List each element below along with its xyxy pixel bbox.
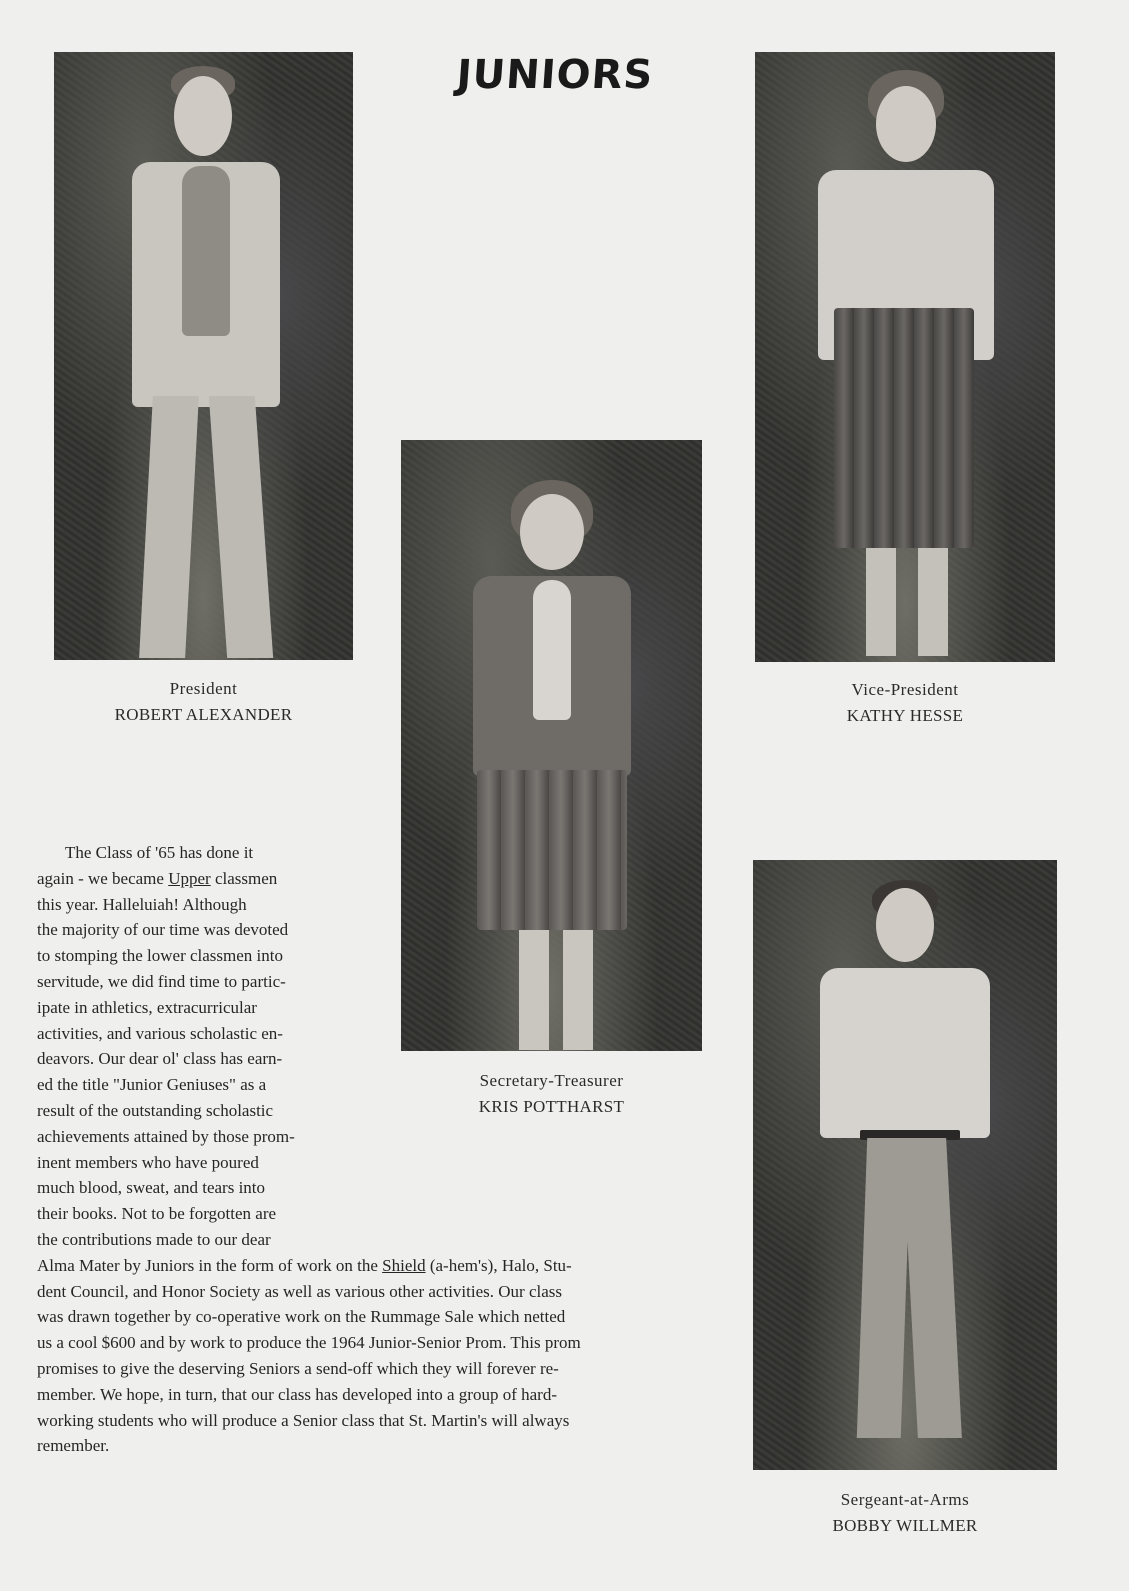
story-line: achievements attained by those prom- xyxy=(37,1126,295,1146)
story-line: the contributions made to our dear xyxy=(37,1229,271,1249)
officer-name: BOBBY WILLMER xyxy=(832,1516,978,1535)
officer-role: Secretary-Treasurer xyxy=(479,1071,624,1090)
story-line: again - we became Upper classmen xyxy=(37,868,278,888)
officer-name: ROBERT ALEXANDER xyxy=(114,705,293,724)
story-line: was drawn together by co-operative work on the Rummage Sale which netted xyxy=(37,1307,566,1327)
story-line: result of the outstanding scholastic xyxy=(37,1100,274,1120)
figure-vice-president xyxy=(810,70,1000,662)
story-line: much blood, sweat, and tears into xyxy=(37,1178,266,1198)
story-line: Alma Mater by Juniors in the form of work on the Shield (a-hem's), Halo, Stu- xyxy=(37,1255,572,1275)
upper-emphasis: Upper xyxy=(168,868,211,888)
story-line: inent members who have poured xyxy=(37,1152,259,1172)
story-line: servitude, we did find time to partic- xyxy=(37,971,286,991)
caption-sergeant-at-arms xyxy=(753,1487,1057,1539)
story-line: deavors. Our dear ol' class has earn- xyxy=(37,1049,283,1069)
page-title: JUNIORS xyxy=(455,52,655,98)
story-line: activities, and various scholastic en- xyxy=(37,1023,283,1043)
shield-emphasis: Shield xyxy=(382,1255,426,1275)
photo-president xyxy=(54,52,353,660)
story-line: dent Council, and Honor Society as well as various other activities. Our class xyxy=(37,1281,562,1301)
story-line: member. We hope, in turn, that our class has developed into a group of hard- xyxy=(37,1384,557,1404)
story-line: remember. xyxy=(37,1436,110,1456)
story-line: this year. Halleluiah! Although xyxy=(37,894,247,914)
officer-role: Sergeant-at-Arms xyxy=(840,1490,970,1509)
story-line: their books. Not to be forgotten are xyxy=(37,1204,277,1224)
officer-name: KATHY HESSE xyxy=(846,706,964,725)
story-line: promises to give the deserving Seniors a send-off which they will forever re- xyxy=(37,1358,559,1378)
story-line: to stomping the lower classmen into xyxy=(37,946,283,966)
story-line: The Class of '65 has done it xyxy=(65,843,254,862)
photo-sergeant-at-arms xyxy=(753,860,1057,1470)
officer-role: President xyxy=(169,679,238,698)
figure-sergeant-at-arms xyxy=(810,880,1000,1470)
story-line: the majority of our time was devoted xyxy=(37,920,289,940)
story-line: working students who will produce a Senior class that St. Martin's will always xyxy=(37,1410,570,1430)
story-line: ipate in athletics, extracurricular xyxy=(37,997,257,1017)
story-line: us a cool $600 and by work to produce the 1964 Junior-Senior Prom. This prom xyxy=(37,1333,581,1353)
figure-president xyxy=(114,66,294,660)
officer-role: Vice-President xyxy=(851,680,959,699)
officer-name: KRIS POTTHARST xyxy=(478,1097,625,1116)
photo-vice-president xyxy=(755,52,1055,662)
caption-vice-president xyxy=(755,677,1055,729)
caption-president xyxy=(54,676,353,728)
class-story xyxy=(37,840,737,1459)
story-line: ed the title "Junior Geniuses" as a xyxy=(37,1075,267,1095)
